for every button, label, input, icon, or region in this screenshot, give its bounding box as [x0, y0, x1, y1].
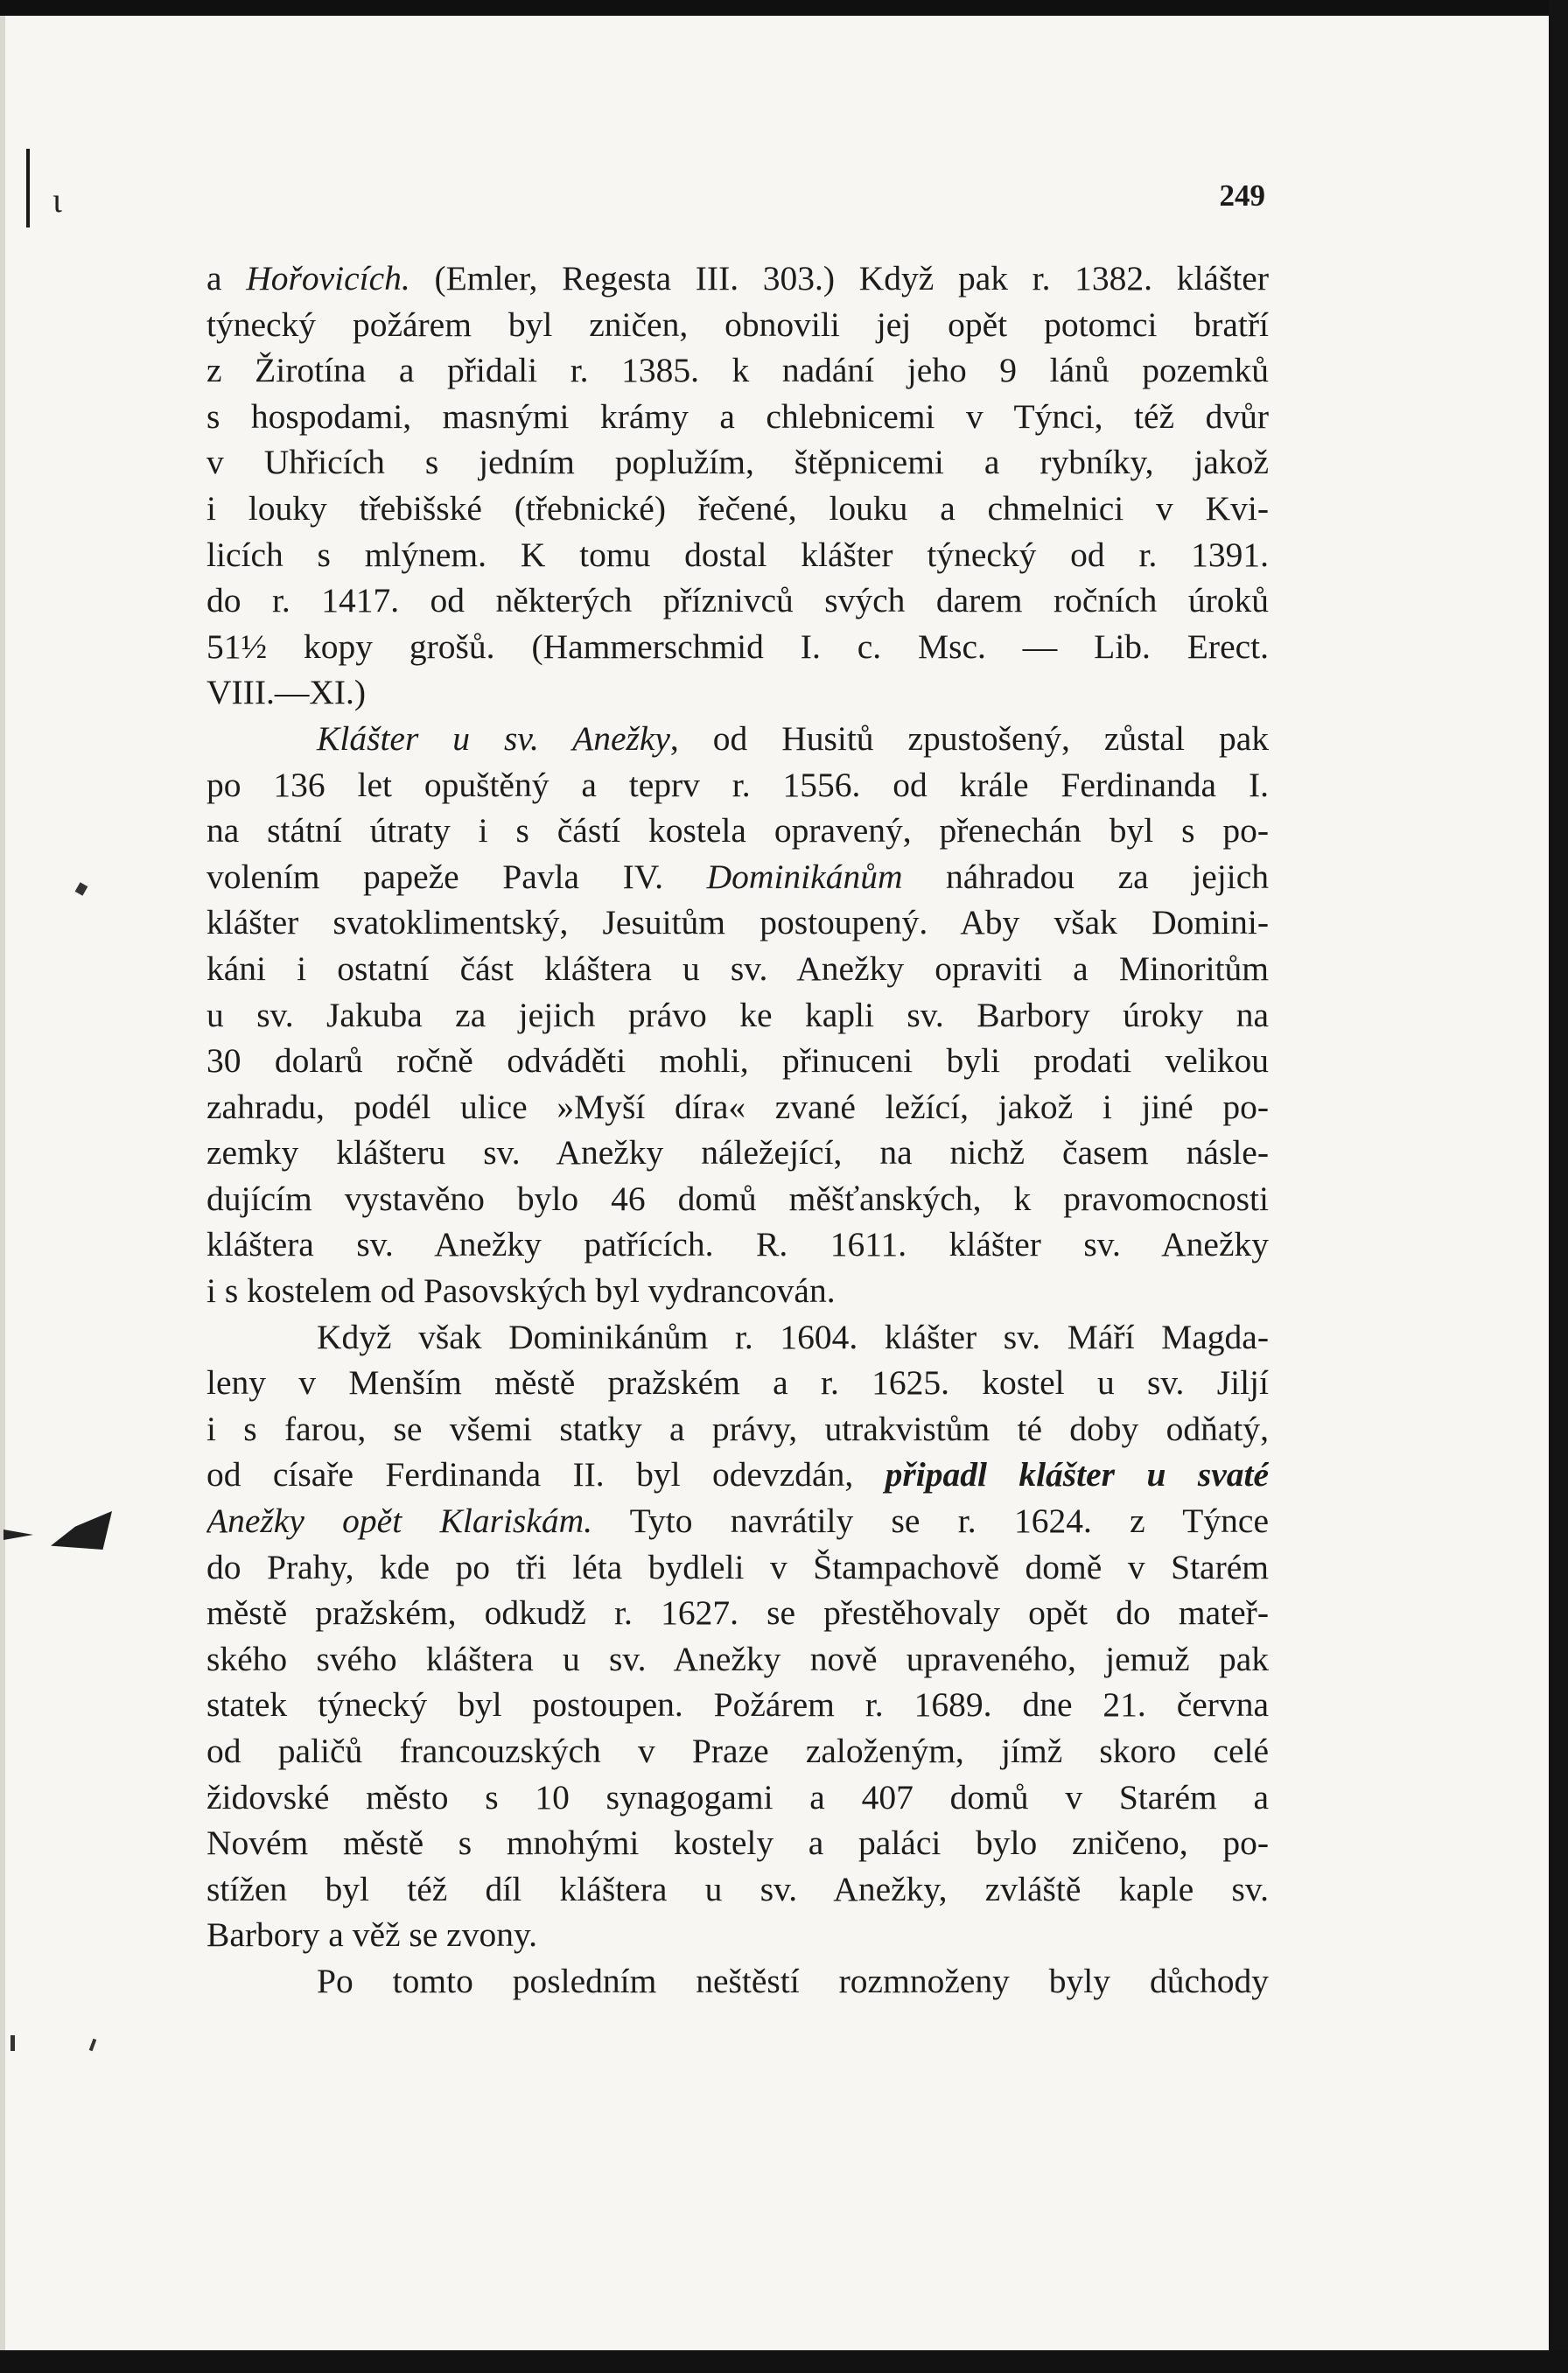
text-segment: Hořovicích.	[246, 259, 410, 298]
text-line	[206, 762, 1269, 808]
text-line	[206, 1452, 1269, 1498]
text-segment: 30 dolarů ročně odváděti mohli, přinuceni byli prodati velikou	[206, 1041, 1269, 1081]
text-segment: Dominikánům	[706, 857, 903, 896]
text-segment: stížen byl též díl kláštera u sv. Anežky, zvláště kaple sv.	[206, 1869, 1269, 1908]
text-line	[206, 1498, 1269, 1544]
text-segment: Barbory a věž se zvony.	[206, 1915, 538, 1955]
text-line	[206, 256, 1269, 302]
text-segment: kláštera sv. Anežky patřících. R. 1611. klášter sv. Anežky	[206, 1225, 1269, 1264]
text-line	[206, 1038, 1269, 1084]
text-line	[206, 1774, 1269, 1821]
text-segment: do r. 1417. od některých příznivců svých darem ročních úroků	[206, 581, 1269, 620]
margin-mark	[26, 149, 30, 228]
text-line	[206, 900, 1269, 946]
text-segment: židovské město s 10 synagogami a 407 domů v Starém a	[206, 1777, 1269, 1816]
text-line	[206, 669, 1269, 716]
text-line	[206, 1130, 1269, 1176]
text-segment: Anežky opět Klariskám.	[206, 1502, 592, 1541]
text-segment: zemky klášteru sv. Anežky náležející, na nichž časem násle-	[206, 1133, 1269, 1172]
margin-tick	[75, 882, 88, 895]
text-segment: v Uhřicích s jedním poplužím, štěpnicemi a rybníky, jakož	[206, 443, 1269, 482]
text-segment: ského svého kláštera u sv. Anežky nově upraveného, jemuž pak	[206, 1639, 1269, 1678]
text-segment: , od Husitů zpustošený, zůstal pak	[669, 718, 1269, 758]
text-line	[206, 1222, 1269, 1268]
text-segment: Tyto navrátily se r. 1624. z Týnce	[592, 1502, 1269, 1541]
text-line	[206, 1958, 1269, 2005]
scan-border-right	[1549, 0, 1568, 2373]
text-segment: klášter svatoklimentský, Jesuitům postoupený. Aby však Domini-	[206, 903, 1269, 942]
text-segment: volením papeže Pavla IV.	[206, 857, 707, 896]
text-line	[206, 1636, 1269, 1683]
scan-border-left	[0, 16, 5, 2350]
text-segment: i s kostelem od Pasovských byl vydrancován.	[206, 1271, 836, 1311]
text-line	[206, 1406, 1269, 1452]
text-line	[206, 1314, 1269, 1361]
text-segment: týnecký požárem byl zničen, obnovili jej opět potomci bratří	[206, 304, 1269, 344]
margin-arrow-icon	[4, 1530, 33, 1540]
text-line	[206, 624, 1269, 670]
text-line	[206, 1360, 1269, 1406]
text-segment: u sv. Jakuba za jejich právo ke kapli sv. Barbory úroky na	[206, 995, 1269, 1034]
text-segment: Když však Dominikánům r. 1604. klášter sv. Máří Magda-	[317, 1317, 1269, 1356]
text-segment: (Emler, Regesta III. 303.) Když pak r. 1382. klášter	[410, 259, 1269, 298]
text-line	[206, 1084, 1269, 1130]
text-line	[206, 1176, 1269, 1222]
text-segment: a	[206, 259, 247, 298]
text-segment: městě pražském, odkudž r. 1627. se přestěhovaly opět do mateř-	[206, 1593, 1269, 1633]
text-line	[206, 439, 1269, 486]
text-segment: i louky třebišské (třebnické) řečené, louku a chmelnici v Kvi-	[206, 488, 1269, 528]
text-line	[206, 854, 1269, 900]
margin-dot	[10, 2035, 15, 2051]
text-segment: do Prahy, kde po tři léta bydleli v Štampachově domě v Starém	[206, 1547, 1269, 1586]
text-line	[206, 1820, 1269, 1866]
text-segment: leny v Menším městě pražském a r. 1625. kostel u sv. Jiljí	[206, 1363, 1269, 1403]
text-segment: VIII.—XI.)	[206, 673, 367, 712]
text-segment: po 136 let opuštěný a teprv r. 1556. od krále Ferdinanda I.	[206, 765, 1269, 804]
page-number: 249	[1219, 178, 1265, 213]
text-segment: dujícím vystavěno bylo 46 domů měšťanských, k pravomocnosti	[206, 1179, 1269, 1218]
text-segment: na státní útraty i s částí kostela opravený, přenechán byl s po-	[206, 811, 1269, 850]
text-segment: z Žirotína a přidali r. 1385. k nadání jeho 9 lánů pozemků	[206, 351, 1269, 390]
text-segment: Klášter u sv. Anežky	[317, 718, 670, 758]
margin-ink-blot	[51, 1511, 112, 1550]
text-line	[206, 1728, 1269, 1774]
text-line	[206, 347, 1269, 394]
text-segment: náhradou za jejich	[902, 857, 1269, 896]
text-line	[206, 578, 1269, 624]
text-segment: Po tomto posledním neštěstí rozmnoženy byly důchody	[317, 1961, 1269, 2000]
text-line	[206, 1544, 1269, 1591]
text-segment: zahradu, podél ulice »Myší díra« zvané ležící, jakož i jiné po-	[206, 1087, 1269, 1126]
text-line	[206, 716, 1269, 762]
scan-border-bottom	[0, 2350, 1568, 2373]
text-segment: připadl klášter u svaté	[885, 1455, 1269, 1494]
body-text	[206, 256, 1269, 2005]
scan-border-top	[0, 0, 1568, 16]
text-segment: od paličů francouzských v Praze založeným, jímž skoro celé	[206, 1732, 1269, 1770]
text-segment: licích s mlýnem. K tomu dostal klášter týnecký od r. 1391.	[206, 535, 1269, 574]
text-line	[206, 1682, 1269, 1728]
text-line	[206, 532, 1269, 578]
text-segment: 51½ kopy grošů. (Hammerschmid I. c. Msc. — Lib. Erect.	[206, 626, 1269, 666]
text-segment: káni i ostatní část kláštera u sv. Anežky opraviti a Minoritům	[206, 948, 1269, 988]
text-line	[206, 1590, 1269, 1636]
text-segment: statek týnecký byl postoupen. Požárem r. 1689. dne 21. června	[206, 1685, 1269, 1725]
text-line	[206, 946, 1269, 992]
text-segment: od císaře Ferdinanda II. byl odevzdán,	[206, 1455, 886, 1494]
text-segment: s hospodami, masnými krámy a chlebnicemi v Týnci, též dvůr	[206, 396, 1269, 436]
text-line	[206, 1912, 1269, 1958]
margin-dot	[89, 2039, 97, 2052]
text-line	[206, 394, 1269, 440]
text-line	[206, 1268, 1269, 1314]
text-line	[206, 302, 1269, 348]
text-line	[206, 486, 1269, 532]
text-line	[206, 808, 1269, 854]
text-line	[206, 1866, 1269, 1913]
text-segment: Novém městě s mnohými kostely a paláci bylo zničeno, po-	[206, 1824, 1269, 1863]
text-line	[206, 992, 1269, 1039]
margin-scribble-icon: ɩ	[52, 180, 62, 220]
text-segment: i s farou, se všemi statky a právy, utrakvistům té doby odňatý,	[206, 1409, 1269, 1448]
